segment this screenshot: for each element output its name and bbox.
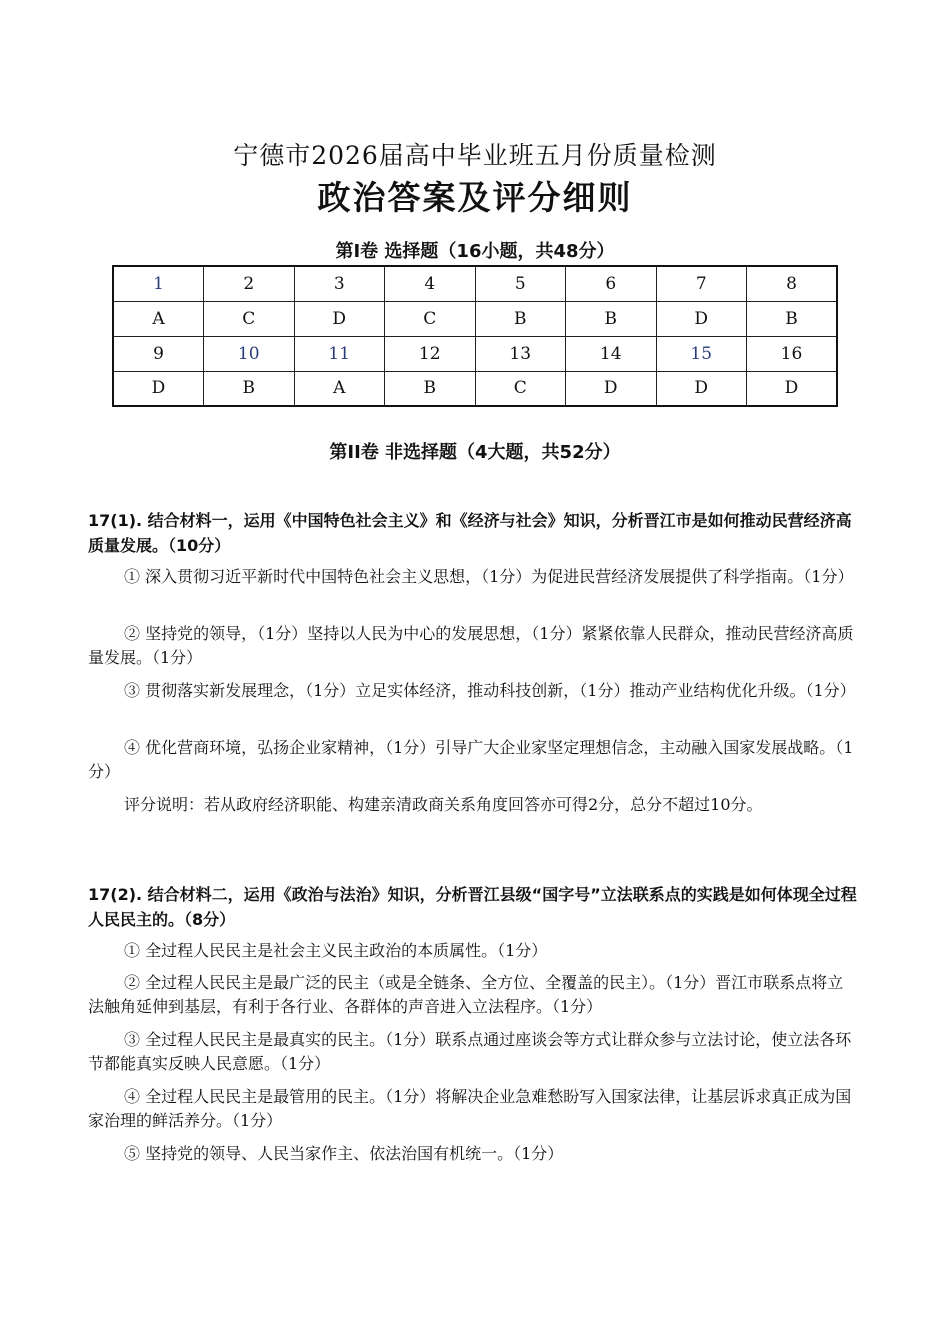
exam-title: 宁德市2026届高中毕业班五月份质量检测	[233, 141, 717, 170]
scoring-note: 评分说明：若从政府经济职能、构建亲清政商关系角度回答亦可得2分，总分不超过10分。	[124, 795, 763, 814]
section-2-title: 第II卷 非选择题（4大题，共52分）	[329, 442, 621, 463]
table-cell: A	[113, 301, 204, 336]
table-cell: 3	[294, 266, 385, 301]
answer-point: ② 全过程人民民主是最广泛的民主（或是全链条、全方位、全覆盖的民主）。（1分）晋江市联系点将立法触角延伸到基层，有利于各行业、各群体的声音进入立法程序。（1分）	[88, 973, 844, 1016]
table-cell: 7	[656, 266, 747, 301]
table-row	[113, 266, 837, 301]
table-cell: B	[747, 301, 838, 336]
table-cell: D	[113, 371, 204, 406]
table-cell: D	[656, 371, 747, 406]
table-cell: B	[566, 301, 657, 336]
table-cell: 2	[204, 266, 295, 301]
table-cell: 12	[385, 336, 476, 371]
table-cell: B	[204, 371, 295, 406]
table-row	[113, 301, 837, 336]
table-cell: C	[204, 301, 295, 336]
document-title: 政治答案及评分细则	[317, 178, 633, 217]
table-cell: 14	[566, 336, 657, 371]
question-17-1: 17(1). 结合材料一，运用《中国特色社会主义》和《经济与社会》知识，分析晋江市是如何推动民营经济高质量发展。（10分）	[88, 511, 852, 555]
table-cell: D	[566, 371, 657, 406]
table-cell: 1	[113, 266, 204, 301]
table-cell: 5	[475, 266, 566, 301]
table-row	[113, 336, 837, 371]
table-cell: 9	[113, 336, 204, 371]
section-1-title: 第I卷 选择题（16小题，共48分）	[335, 241, 615, 262]
table-cell: D	[656, 301, 747, 336]
answer-point: ④ 优化营商环境，弘扬企业家精神，（1分）引导广大企业家坚定理想信念，主动融入国家发展战略。（1分）	[88, 738, 854, 781]
table-cell: 11	[294, 336, 385, 371]
answer-point: ⑤ 坚持党的领导、人民当家作主、依法治国有机统一。（1分）	[124, 1144, 564, 1163]
table-cell: 16	[747, 336, 838, 371]
answer-point: ① 全过程人民民主是社会主义民主政治的本质属性。（1分）	[124, 941, 548, 960]
table-cell: C	[475, 371, 566, 406]
table-cell: B	[385, 371, 476, 406]
answer-point: ④ 全过程人民民主是最管用的民主。（1分）将解决企业急难愁盼写入国家法律，让基层诉求真正成为国家治理的鲜活养分。（1分）	[88, 1087, 852, 1130]
table-cell: 10	[204, 336, 295, 371]
answer-point: ② 坚持党的领导，（1分）坚持以人民为中心的发展思想，（1分）紧紧依靠人民群众，推动民营经济高质量发展。（1分）	[88, 624, 854, 667]
table-cell: D	[747, 371, 838, 406]
table-cell: 13	[475, 336, 566, 371]
table-row	[113, 371, 837, 406]
table-cell: A	[294, 371, 385, 406]
answer-point: ① 深入贯彻习近平新时代中国特色社会主义思想，（1分）为促进民营经济发展提供了科学指南。（1分）	[124, 567, 854, 586]
answer-table	[112, 265, 838, 407]
table-cell: D	[294, 301, 385, 336]
table-cell: 6	[566, 266, 657, 301]
table-cell: 8	[747, 266, 838, 301]
table-cell: 15	[656, 336, 747, 371]
answer-point: ③ 贯彻落实新发展理念，（1分）立足实体经济，推动科技创新，（1分）推动产业结构优化升级。（1分）	[124, 681, 856, 700]
table-cell: 4	[385, 266, 476, 301]
table-cell: C	[385, 301, 476, 336]
answer-point: ③ 全过程人民民主是最真实的民主。（1分）联系点通过座谈会等方式让群众参与立法讨论，使立法各环节都能真实反映人民意愿。（1分）	[88, 1030, 852, 1073]
table-cell: B	[475, 301, 566, 336]
question-17-2: 17(2). 结合材料二，运用《政治与法治》知识，分析晋江县级“国字号”立法联系点的实践是如何体现全过程人民民主的。（8分）	[88, 885, 857, 929]
